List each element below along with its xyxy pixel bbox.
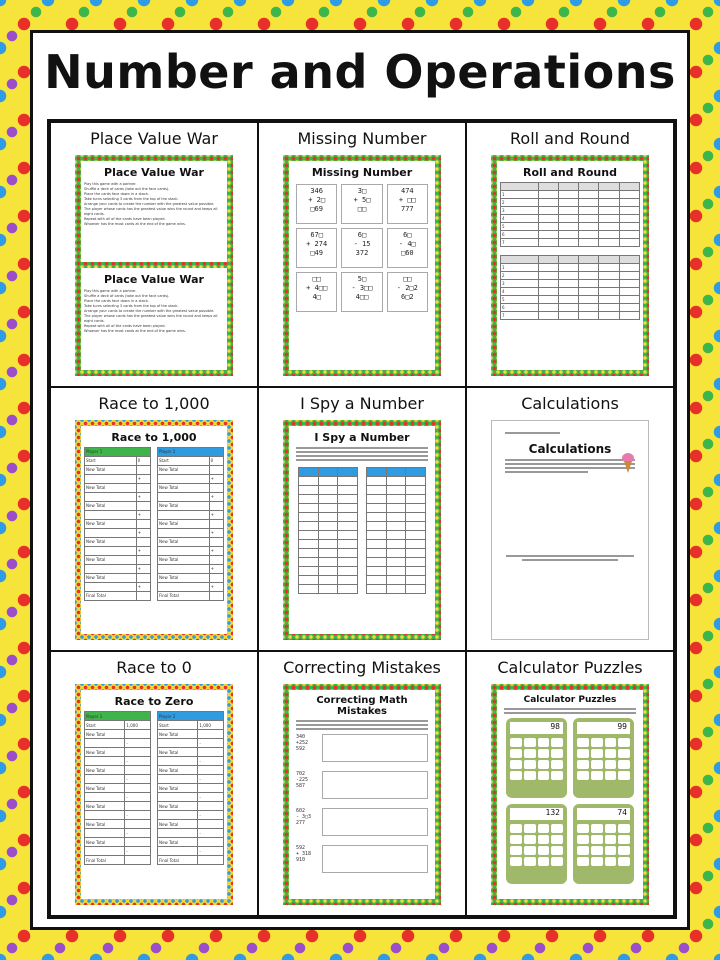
card-title: Roll and Round (523, 166, 617, 179)
activity-roll-and-round (466, 122, 674, 387)
round-table: 1 2 3 4 5 6 7 (500, 255, 640, 320)
activity-place-value-war (50, 122, 258, 387)
activity-correcting-mistakes (258, 651, 466, 916)
card-title: Race to Zero (114, 695, 194, 709)
card-title: Calculator Puzzles (523, 695, 617, 706)
activity-title: Race to 0 (116, 658, 192, 678)
problem-box: 6□ - 4□ □60 (387, 228, 428, 268)
player-table: Player 1 Start 1,000 New Total - New Total - New Total - New Total - New Total - New Total - New Total - Final Total (84, 711, 151, 865)
activity-thumbnail (491, 420, 649, 641)
answer-box (322, 734, 428, 762)
rules-text: Play this game with a partner. Shuffle a deck of cards (take out the face cards). Place the cards face down in a stack. Take turns selecting 3 cards from the top of the stack. Arrange your cards to create the number with the greatest value possible. The player whose cards has the greatest value wins the round and keeps all eight cards. Repeat with all of the cards have been played. Whoever has the most cards at the end of the game wins. (84, 182, 218, 226)
answer-box (322, 845, 428, 873)
problem-box: 346 + 2□ □69 (296, 184, 337, 224)
spy-table (366, 467, 426, 594)
card-title: Correcting Math Mistakes (316, 695, 408, 718)
activity-thumbnail (75, 684, 233, 905)
spy-table (298, 467, 358, 594)
activity-title: Calculations (521, 393, 619, 413)
problem-box: □□ + 4□□ 4□ (296, 272, 337, 312)
activity-race-to-1000 (50, 387, 258, 652)
player-table: Player 1 Start 0 New Total + New Total + New Total + New Total + New Total + New Total + New Total + Final Total (84, 447, 151, 601)
activity-missing-number (258, 122, 466, 387)
activity-title: Calculator Puzzles (497, 658, 643, 678)
player-table: Player 2 Start 1,000 New Total - New Total - New Total - New Total - New Total - New Total - New Total - Final Total (157, 711, 224, 865)
rules-text: Play this game with a partner. Shuffle a deck of cards (take out the face cards). Place the cards face down in a stack. Take turns selecting 3 cards from the top of the stack. Arrange your cards to create the number with the greatest value possible. The player whose cards has the greatest value wins the round and keeps all eight cards. Repeat with all of the cards have been played. Whoever has the most cards at the end of the game wins. (84, 289, 218, 334)
rules-card (81, 161, 227, 262)
calculator-icon: 98 (506, 718, 567, 798)
problem: 602 - 3□3 277 (296, 808, 312, 827)
activity-grid (47, 119, 677, 919)
problem-box: 474 + □□ 777 (387, 184, 428, 224)
activity-thumbnail (283, 155, 441, 376)
problem-box: 3□ + 5□ □□ (341, 184, 382, 224)
problem-box: 5□ - 3□□ 4□□ (341, 272, 382, 312)
problem-box: 67□ + 274 □49 (296, 228, 337, 268)
activity-title: Correcting Mistakes (283, 658, 441, 678)
activity-title: Race to 1,000 (98, 393, 210, 413)
problem: 340 +252 592 (296, 734, 309, 753)
calculator-icon: 132 (506, 804, 567, 884)
problem-box: 6□ - 15 372 (341, 228, 382, 268)
answer-box (322, 771, 428, 799)
round-table: 1 2 3 4 5 6 7 (500, 182, 640, 247)
rules-card (81, 268, 227, 369)
problem-grid (292, 182, 432, 314)
player-table: Player 2 Start 0 New Total + New Total + New Total + New Total + New Total + New Total + New Total + Final Total (157, 447, 224, 601)
activity-thumbnail (491, 684, 649, 905)
answer-box (322, 808, 428, 836)
calculator-icon: 74 (573, 804, 634, 884)
activity-title: I Spy a Number (300, 393, 424, 413)
activity-thumbnail (75, 420, 233, 641)
activity-thumbnail (283, 684, 441, 905)
activity-thumbnail (491, 155, 649, 376)
activity-race-to-0 (50, 651, 258, 916)
activity-title: Place Value War (90, 129, 218, 148)
problem: 702 -225 587 (296, 771, 309, 790)
activity-thumbnail (75, 155, 233, 376)
card-title: Calculations (528, 441, 612, 456)
activity-i-spy-a-number (258, 387, 466, 652)
card-title: Race to 1,000 (111, 430, 197, 444)
calculator-icon: 99 (573, 718, 634, 798)
page-title: Number and Operations (44, 45, 676, 99)
activity-calculations (466, 387, 674, 652)
card-title: I Spy a Number (314, 430, 410, 444)
activity-thumbnail (283, 420, 441, 641)
activity-title: Missing Number (297, 129, 427, 148)
activity-title: Roll and Round (510, 129, 630, 148)
problem: 592 + 318 910 (296, 845, 312, 864)
card-title: Missing Number (311, 166, 413, 179)
page (30, 30, 690, 930)
problem-box: □□ - 2□2 6□2 (387, 272, 428, 312)
activity-calculator-puzzles (466, 651, 674, 916)
card-title: Place Value War (104, 273, 204, 287)
card-title: Place Value War (104, 166, 204, 179)
ice-cream-icon (622, 453, 634, 473)
